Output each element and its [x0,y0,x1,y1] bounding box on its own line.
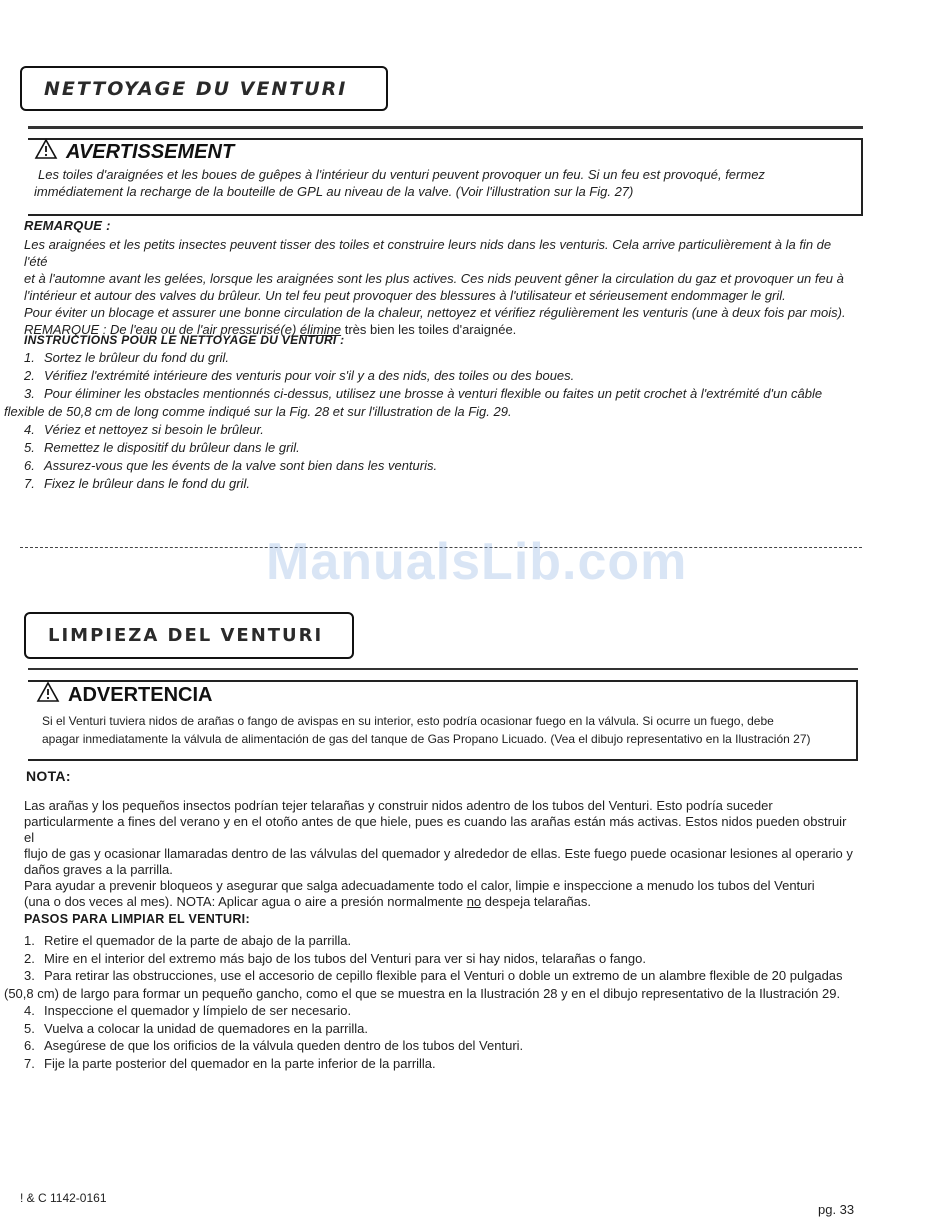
step-text: Vériez et nettoyez si besoin le brûleur. [44,422,264,437]
french-note-line: Les araignées et les petits insectes peuvent tisser des toiles et construire leurs nids dans les venturis. Cela arrive particulièrement à la fin de l'été [24,237,832,269]
spanish-help-line [24,894,859,910]
warning-triangle-icon [34,138,58,166]
step-text: Para retirar las obstrucciones, use el accesorio de cepillo flexible para el Venturi o doble un extremo de un alambre flexible de 20 pulgadas [44,968,843,983]
step-text: Inspeccione el quemador y límpielo de ser necesario. [44,1003,352,1018]
list-item [24,932,859,950]
list-item [24,385,854,403]
french-section-title [20,66,388,111]
step-number: 3. [24,386,35,401]
spanish-warning-title: ADVERTENCIA [68,683,213,706]
step-number: 5. [24,440,35,455]
step-text: Vérifiez l'extrémité intérieure des venturis pour voir s'il y a des nids, des toiles ou des boues. [44,368,575,383]
list-item [24,967,859,985]
step-text: Mire en el interior del extremo más bajo de los tubos del Venturi para ver si hay nidos, telarañas o fango. [44,950,646,966]
footer-page-number: pg. 33 [818,1202,855,1217]
list-item [24,1020,859,1038]
step-text: Fixez le brûleur dans le fond du gril. [44,476,250,491]
spanish-help-underlined: no [466,894,482,909]
french-title-rule [28,126,863,129]
spanish-help-prefix: (una o dos veces al mes). NOTA: Aplicar agua o aire a presión normalmente [24,894,467,909]
french-steps-list [4,349,854,493]
list-item [24,457,854,475]
spanish-section-title-text: LIMPIEZA DEL VENTURI [48,625,324,646]
list-item [24,1002,859,1020]
list-item [24,439,854,457]
step-text: Asegúrese de que los orificios de la válvula queden dentro de los tubos del Venturi. [44,1038,524,1053]
step-text: Remettez le dispositif du brûleur dans le gril. [44,440,300,455]
step-number: 2. [24,368,35,383]
spanish-note-line: Las arañas y los pequeños insectos podrían tejer telarañas y construir nidos adentro de los tubos del Venturi. Esto podría suceder [24,798,773,813]
french-warning-text [34,166,848,200]
list-item [24,349,854,367]
spanish-note-line: daños graves a la parrilla. [24,862,173,877]
list-item [4,403,854,421]
french-instructions-label: INSTRUCTIONS POUR LE NETTOYAGE DU VENTURI : [24,333,345,347]
step-text: flexible de 50,8 cm de long comme indiqué sur la Fig. 28 et sur l'illustration de la Fig. 29. [4,404,512,419]
step-text: Fije la parte posterior del quemador en la parte inferior de la parrilla. [44,1055,436,1071]
step-text: Assurez-vous que les évents de la valve sont bien dans les venturis. [44,458,438,473]
step-number: 3. [24,968,35,983]
french-remark-prefix: REMARQUE : De l'eau ou de l'air pressurisé(e) [24,322,300,337]
french-warning-line: Les toiles d'araignées et les boues de guêpes à l'intérieur du venturi peuvent provoquer un feu. Si un feu est provoqué, fermez [38,167,765,182]
french-warning-line: immédiatement la recharge de la bouteille de GPL au niveau de la valve. (Voir l'illustration sur la Fig. 27) [34,184,634,199]
step-number: 1. [24,933,35,948]
list-item [24,1055,859,1073]
list-item [24,367,854,385]
list-item [24,1037,859,1055]
spanish-section-title [24,612,354,659]
spanish-help-suffix: despeja telarañas. [481,894,592,909]
spanish-note-line: flujo de gas y ocasionar llamaradas dentro de las válvulas del quemador y alrededor de ellas. Este fuego puede ocasionar lesiones al operario y [24,846,853,861]
french-warning-box [28,138,863,216]
step-number: 4. [24,422,35,437]
spanish-help-line: Para ayudar a prevenir bloqueos y asegurar que salga adecuadamente todo el calor, limpie e inspeccione a menudo los tubos del Venturi [24,878,815,893]
french-warning-heading [34,138,234,166]
step-number: 2. [24,950,35,966]
spanish-warning-box [28,680,858,761]
watermark-logo: ManualsLib.com [266,533,688,591]
spanish-note-label: NOTA: [26,768,71,784]
spanish-steps-list [4,932,859,1072]
step-text: Sortez le brûleur du fond du gril. [44,350,229,365]
spanish-title-rule [28,668,858,670]
step-number: 1. [24,350,35,365]
list-item [24,950,859,968]
step-text: Retire el quemador de la parte de abajo de la parrilla. [44,933,352,948]
french-remark-suffix: très bien les toiles d'araignée. [341,322,517,337]
step-text: Vuelva a colocar la unidad de quemadores en la parrilla. [44,1020,368,1036]
french-note-text [24,236,854,338]
step-number: 4. [24,1003,35,1018]
footer-doc-code: ! & C 1142-0161 [20,1191,107,1205]
step-number: 6. [24,1038,35,1053]
spanish-warning-line: apagar inmediatamente la válvula de alimentación de gas del tanque de Gas Propano Licuado. (Vea el dibujo representativo en la Ilustración 27) [42,732,811,746]
warning-triangle-icon [36,681,60,709]
french-remark-underlined: élimine [299,322,342,337]
step-number: 7. [24,1055,35,1071]
spanish-warning-text [42,712,852,748]
spanish-warning-line: Si el Venturi tuviera nidos de arañas o fango de avispas en su interior, esto podría ocasionar fuego en la válvula. Si ocurre un fuego, debe [42,714,774,728]
french-note-line: l'intérieur et autour des valves du brûleur. Un tel feu peut provoquer des blessures à l'utilisateur et sérieusement endommager le gril. [24,288,786,303]
step-text: Pour éliminer les obstacles mentionnés ci-dessus, utilisez une brosse à venturi flexible ou faites un petit crochet à l'extrémité d'un câble [44,386,823,401]
spanish-steps-label: PASOS PARA LIMPIAR EL VENTURI: [24,912,250,926]
list-item [4,985,859,1003]
step-number: 6. [24,458,35,473]
list-item [24,475,854,493]
spanish-note-text [24,798,859,910]
list-item [24,421,854,439]
step-text: (50,8 cm) de largo para formar un pequeño gancho, como el que se muestra en la Ilustración 28 y en el dibujo representativo de la Ilustración 29. [4,985,841,1001]
french-note-line: et à l'automne avant les gelées, lorsque les araignées sont les plus actives. Ces nids peuvent gêner la circulation du gaz et provoquer un feu à [24,271,844,286]
french-note-label: REMARQUE : [24,218,111,233]
step-number: 5. [24,1020,35,1036]
step-number: 7. [24,476,35,491]
french-section-title-text: NETTOYAGE DU VENTURI [44,77,348,100]
french-warning-title: AVERTISSEMENT [66,140,235,163]
spanish-note-line: particularmente a fines del verano y en el otoño antes de que hiele, pues es cuando las arañas están más activas. Estos nidos pueden obstruir el [24,814,847,845]
french-note-line: Pour éviter un blocage et assurer une bonne circulation de la chaleur, nettoyez et vérifiez régulièrement les venturis (une à deux fois par mois). [24,305,846,320]
spanish-warning-heading [36,681,212,709]
